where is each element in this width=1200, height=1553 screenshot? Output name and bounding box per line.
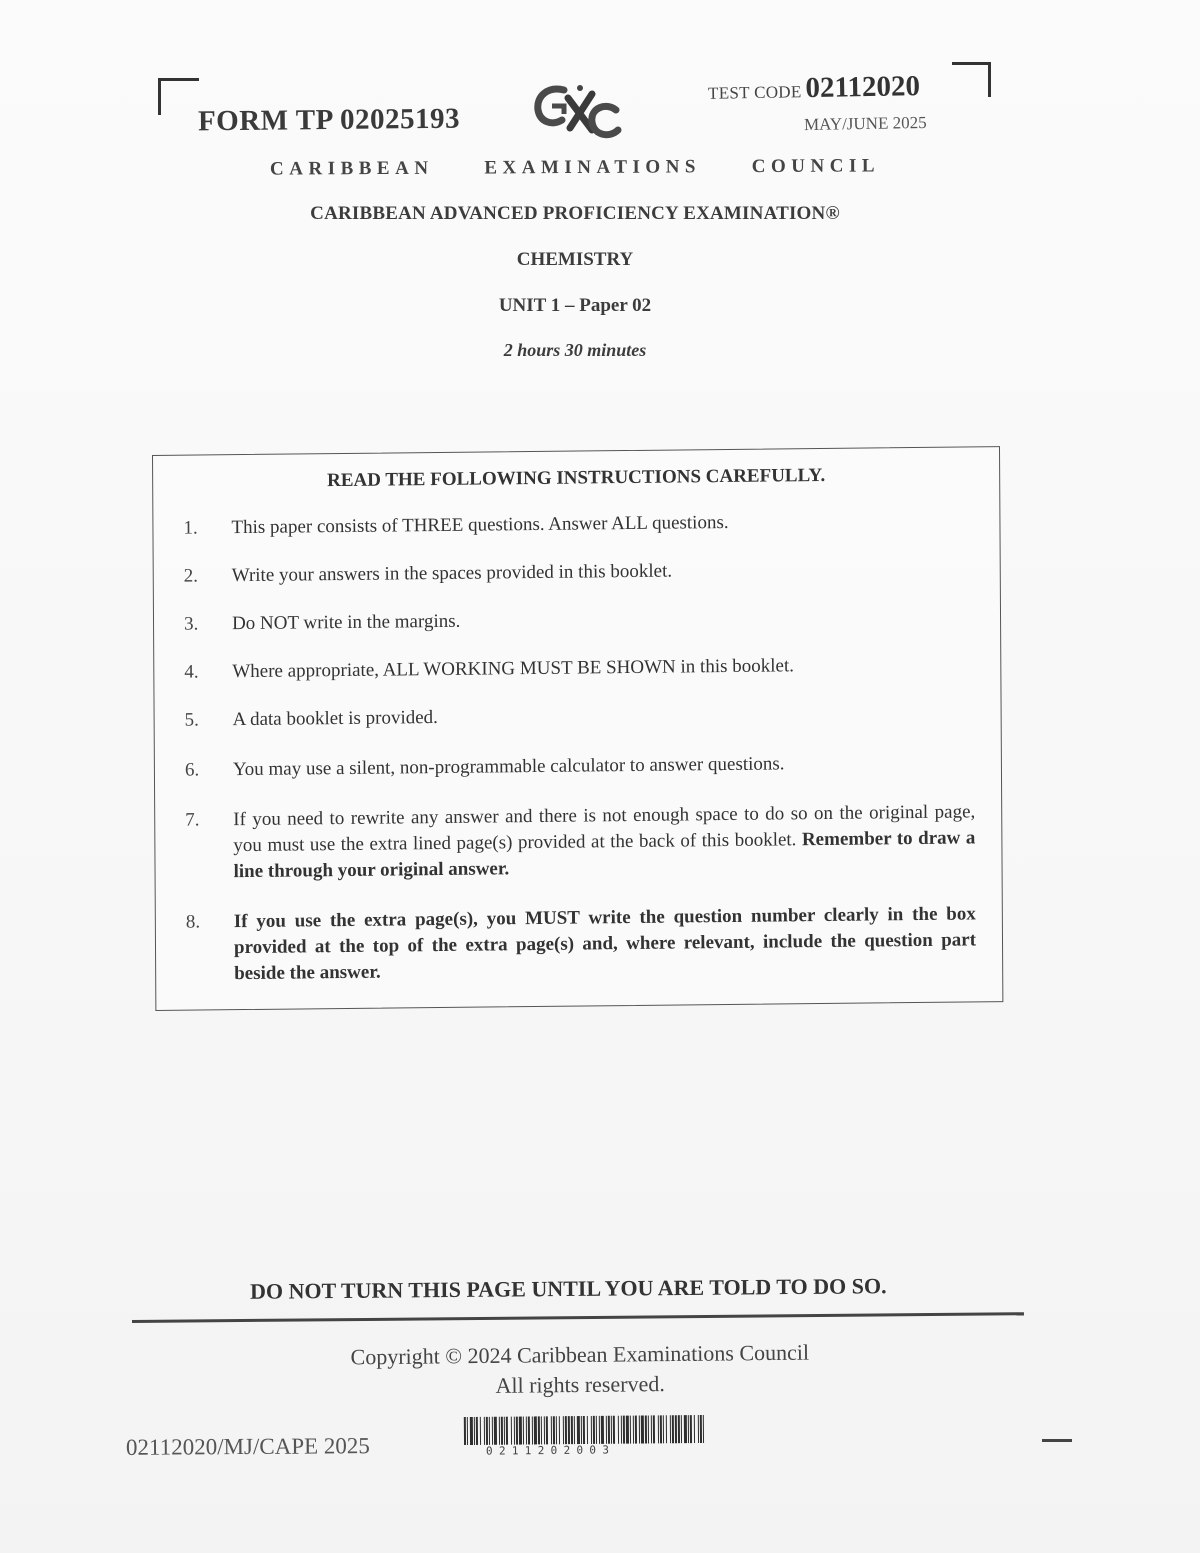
barcode-bar xyxy=(534,1416,537,1444)
instruction-text: Where appropriate, ALL WORKING MUST BE SHOWN in this booklet. xyxy=(232,655,795,683)
barcode-bar xyxy=(601,1416,604,1444)
barcode-bar xyxy=(519,1417,522,1445)
instruction-number: 3. xyxy=(183,613,199,635)
barcode-bar xyxy=(486,1417,488,1445)
footer-divider xyxy=(132,1312,1024,1323)
barcode-bar xyxy=(688,1415,689,1443)
barcode-bar xyxy=(553,1416,555,1444)
barcode-bar xyxy=(583,1416,585,1444)
barcode-bar xyxy=(526,1417,527,1445)
barcode-bar xyxy=(618,1416,619,1444)
instructions-box xyxy=(152,446,1003,1011)
barcode-bar xyxy=(577,1416,580,1444)
instruction-number: 5. xyxy=(184,709,199,731)
instruction-text: A data booklet is provided. xyxy=(232,707,438,731)
barcode-bar xyxy=(611,1416,612,1444)
barcode-bar xyxy=(690,1415,692,1443)
barcode-bar xyxy=(623,1416,625,1444)
barcode-bar xyxy=(559,1416,560,1444)
barcode-digits: 0211202003 xyxy=(485,1443,616,1458)
barcode-bar xyxy=(565,1416,567,1444)
instruction-text: This paper consists of THREE questions. Answer ALL questions. xyxy=(231,511,729,539)
paper-code: 02112020/MJ/CAPE 2025 xyxy=(125,1433,370,1460)
barcode-bar xyxy=(480,1417,481,1445)
barcode-bar xyxy=(574,1416,575,1444)
barcode-bar xyxy=(648,1415,649,1443)
council-name xyxy=(270,155,880,180)
barcode-bar xyxy=(593,1416,595,1444)
instruction-item xyxy=(185,699,975,733)
barcode-bar xyxy=(663,1415,664,1443)
instructions-title: READ THE FOLLOWING INSTRUCTIONS CAREFULLY. xyxy=(327,464,826,492)
barcode-bar xyxy=(494,1417,497,1445)
council-word: COUNCIL xyxy=(751,155,881,178)
barcode-bar xyxy=(499,1417,500,1445)
barcode-bar xyxy=(538,1416,540,1444)
barcode-bar xyxy=(551,1416,552,1444)
barcode-bar xyxy=(684,1415,687,1443)
instruction-item xyxy=(185,749,975,783)
edge-mark xyxy=(1042,1439,1072,1442)
instruction-number: 6. xyxy=(184,759,200,781)
barcode-bar xyxy=(630,1416,631,1444)
barcode-bar xyxy=(678,1415,680,1443)
instruction-item xyxy=(186,901,976,987)
barcode-bar xyxy=(489,1417,490,1445)
instruction-text: If you use the extra page(s), you MUST write the question number clearly in the box provided at the top of the extra page(s) and, where relevant, include the question part beside the answer. xyxy=(233,903,977,985)
exam-unit: UNIT 1 – Paper 02 xyxy=(498,295,652,316)
barcode-bar xyxy=(621,1416,622,1444)
council-word: CARIBBEAN xyxy=(269,157,434,180)
cxc-logo-icon xyxy=(530,80,622,144)
rights-reserved: All rights reserved. xyxy=(495,1371,665,1398)
barcode-bar xyxy=(681,1415,682,1443)
barcode-bar xyxy=(591,1416,592,1444)
barcode-bar xyxy=(464,1417,466,1445)
barcode-bar xyxy=(635,1416,637,1444)
instruction-item xyxy=(184,555,974,589)
barcode-bar xyxy=(700,1415,702,1443)
instruction-number: 4. xyxy=(184,661,199,683)
instruction-item xyxy=(185,799,975,885)
instruction-text: If you need to rewrite any answer and there is not enough space to do so on the original page, you must use the extra lined page(s) provided at the back of this booklet. xyxy=(233,801,976,857)
barcode-bar xyxy=(571,1416,573,1444)
instruction-number: 8. xyxy=(185,911,201,933)
barcode-bar xyxy=(476,1417,478,1445)
exam-duration: 2 hours 30 minutes xyxy=(503,340,647,360)
barcode-bar xyxy=(672,1415,674,1443)
barcode-bar xyxy=(626,1416,629,1444)
barcode-bar xyxy=(670,1415,671,1443)
barcode-bar xyxy=(492,1417,493,1445)
barcode-bar xyxy=(633,1416,634,1444)
barcode-bar xyxy=(506,1417,508,1445)
barcode-bar xyxy=(703,1415,704,1443)
barcode-bar xyxy=(606,1416,607,1444)
barcode-bar xyxy=(532,1416,533,1444)
instruction-text: You may use a silent, non-programmable calculator to answer questions. xyxy=(232,753,785,781)
barcode-bar xyxy=(528,1416,530,1444)
barcode-bar xyxy=(608,1416,610,1444)
council-word: EXAMINATIONS xyxy=(484,156,702,179)
barcode-bar xyxy=(484,1417,485,1445)
instruction-text: Write your answers in the spaces provided in this booklet. xyxy=(231,560,673,587)
barcode-bar xyxy=(541,1416,542,1444)
barcode-bar xyxy=(587,1416,588,1444)
barcode-bar xyxy=(596,1416,597,1444)
do-not-turn-warning: DO NOT TURN THIS PAGE UNTIL YOU ARE TOLD TO DO SO. xyxy=(249,1273,887,1304)
exam-subject: CHEMISTRY xyxy=(516,249,634,270)
exam-session: MAY/JUNE 2025 xyxy=(803,112,927,135)
form-code: FORM TP 02025193 xyxy=(197,102,461,138)
barcode-bar xyxy=(599,1416,600,1444)
barcode-bar xyxy=(639,1416,640,1444)
instruction-item xyxy=(183,507,973,541)
barcode-bar xyxy=(514,1417,515,1445)
instruction-emphasis: Remember to draw a line through your original answer. xyxy=(233,827,976,883)
instructions-list xyxy=(183,507,976,987)
crop-mark-top-right xyxy=(952,62,991,97)
instruction-number: 1. xyxy=(183,517,198,539)
barcode-bar xyxy=(641,1415,644,1443)
barcode-bar xyxy=(516,1417,518,1445)
instruction-number: 2. xyxy=(183,565,199,587)
barcode-bar xyxy=(544,1416,545,1444)
test-code-label: TEST CODE xyxy=(707,82,802,103)
barcode-bar xyxy=(556,1416,557,1444)
barcode-bar xyxy=(581,1416,582,1444)
copyright-notice: Copyright © 2024 Caribbean Examinations Council xyxy=(350,1339,810,1370)
exam-name: CARIBBEAN ADVANCED PROFICIENCY EXAMINATION® xyxy=(310,203,840,224)
barcode-bar xyxy=(694,1415,695,1443)
instruction-number: 7. xyxy=(185,809,200,831)
barcode-bar xyxy=(675,1415,677,1443)
crop-mark-top-left xyxy=(158,78,199,115)
instruction-text-group xyxy=(233,799,975,885)
barcode-bar xyxy=(546,1416,548,1444)
instruction-text: Do NOT write in the margins. xyxy=(231,610,461,635)
barcode-bar xyxy=(523,1417,524,1445)
barcode-bar xyxy=(474,1417,475,1445)
barcode-bar xyxy=(504,1417,505,1445)
barcode-bar xyxy=(511,1417,512,1445)
barcode-bar xyxy=(645,1415,647,1443)
copyright-block xyxy=(0,1334,1160,1406)
barcode-bar xyxy=(563,1416,564,1444)
barcode-bar xyxy=(658,1415,659,1443)
barcode-bar xyxy=(651,1415,652,1443)
test-code-number: 02112020 xyxy=(805,70,921,105)
barcode-bar xyxy=(613,1416,615,1444)
barcode-bar xyxy=(467,1417,468,1445)
instruction-item xyxy=(184,651,974,685)
barcode-bar xyxy=(501,1417,503,1445)
test-code xyxy=(708,70,920,107)
barcode-bar xyxy=(568,1416,570,1444)
barcode-bar xyxy=(660,1415,662,1443)
barcode-bar xyxy=(470,1417,473,1445)
barcode-bar xyxy=(666,1415,667,1443)
barcode-bar xyxy=(698,1415,699,1443)
instruction-item xyxy=(184,603,974,637)
barcode-bar xyxy=(653,1415,655,1443)
